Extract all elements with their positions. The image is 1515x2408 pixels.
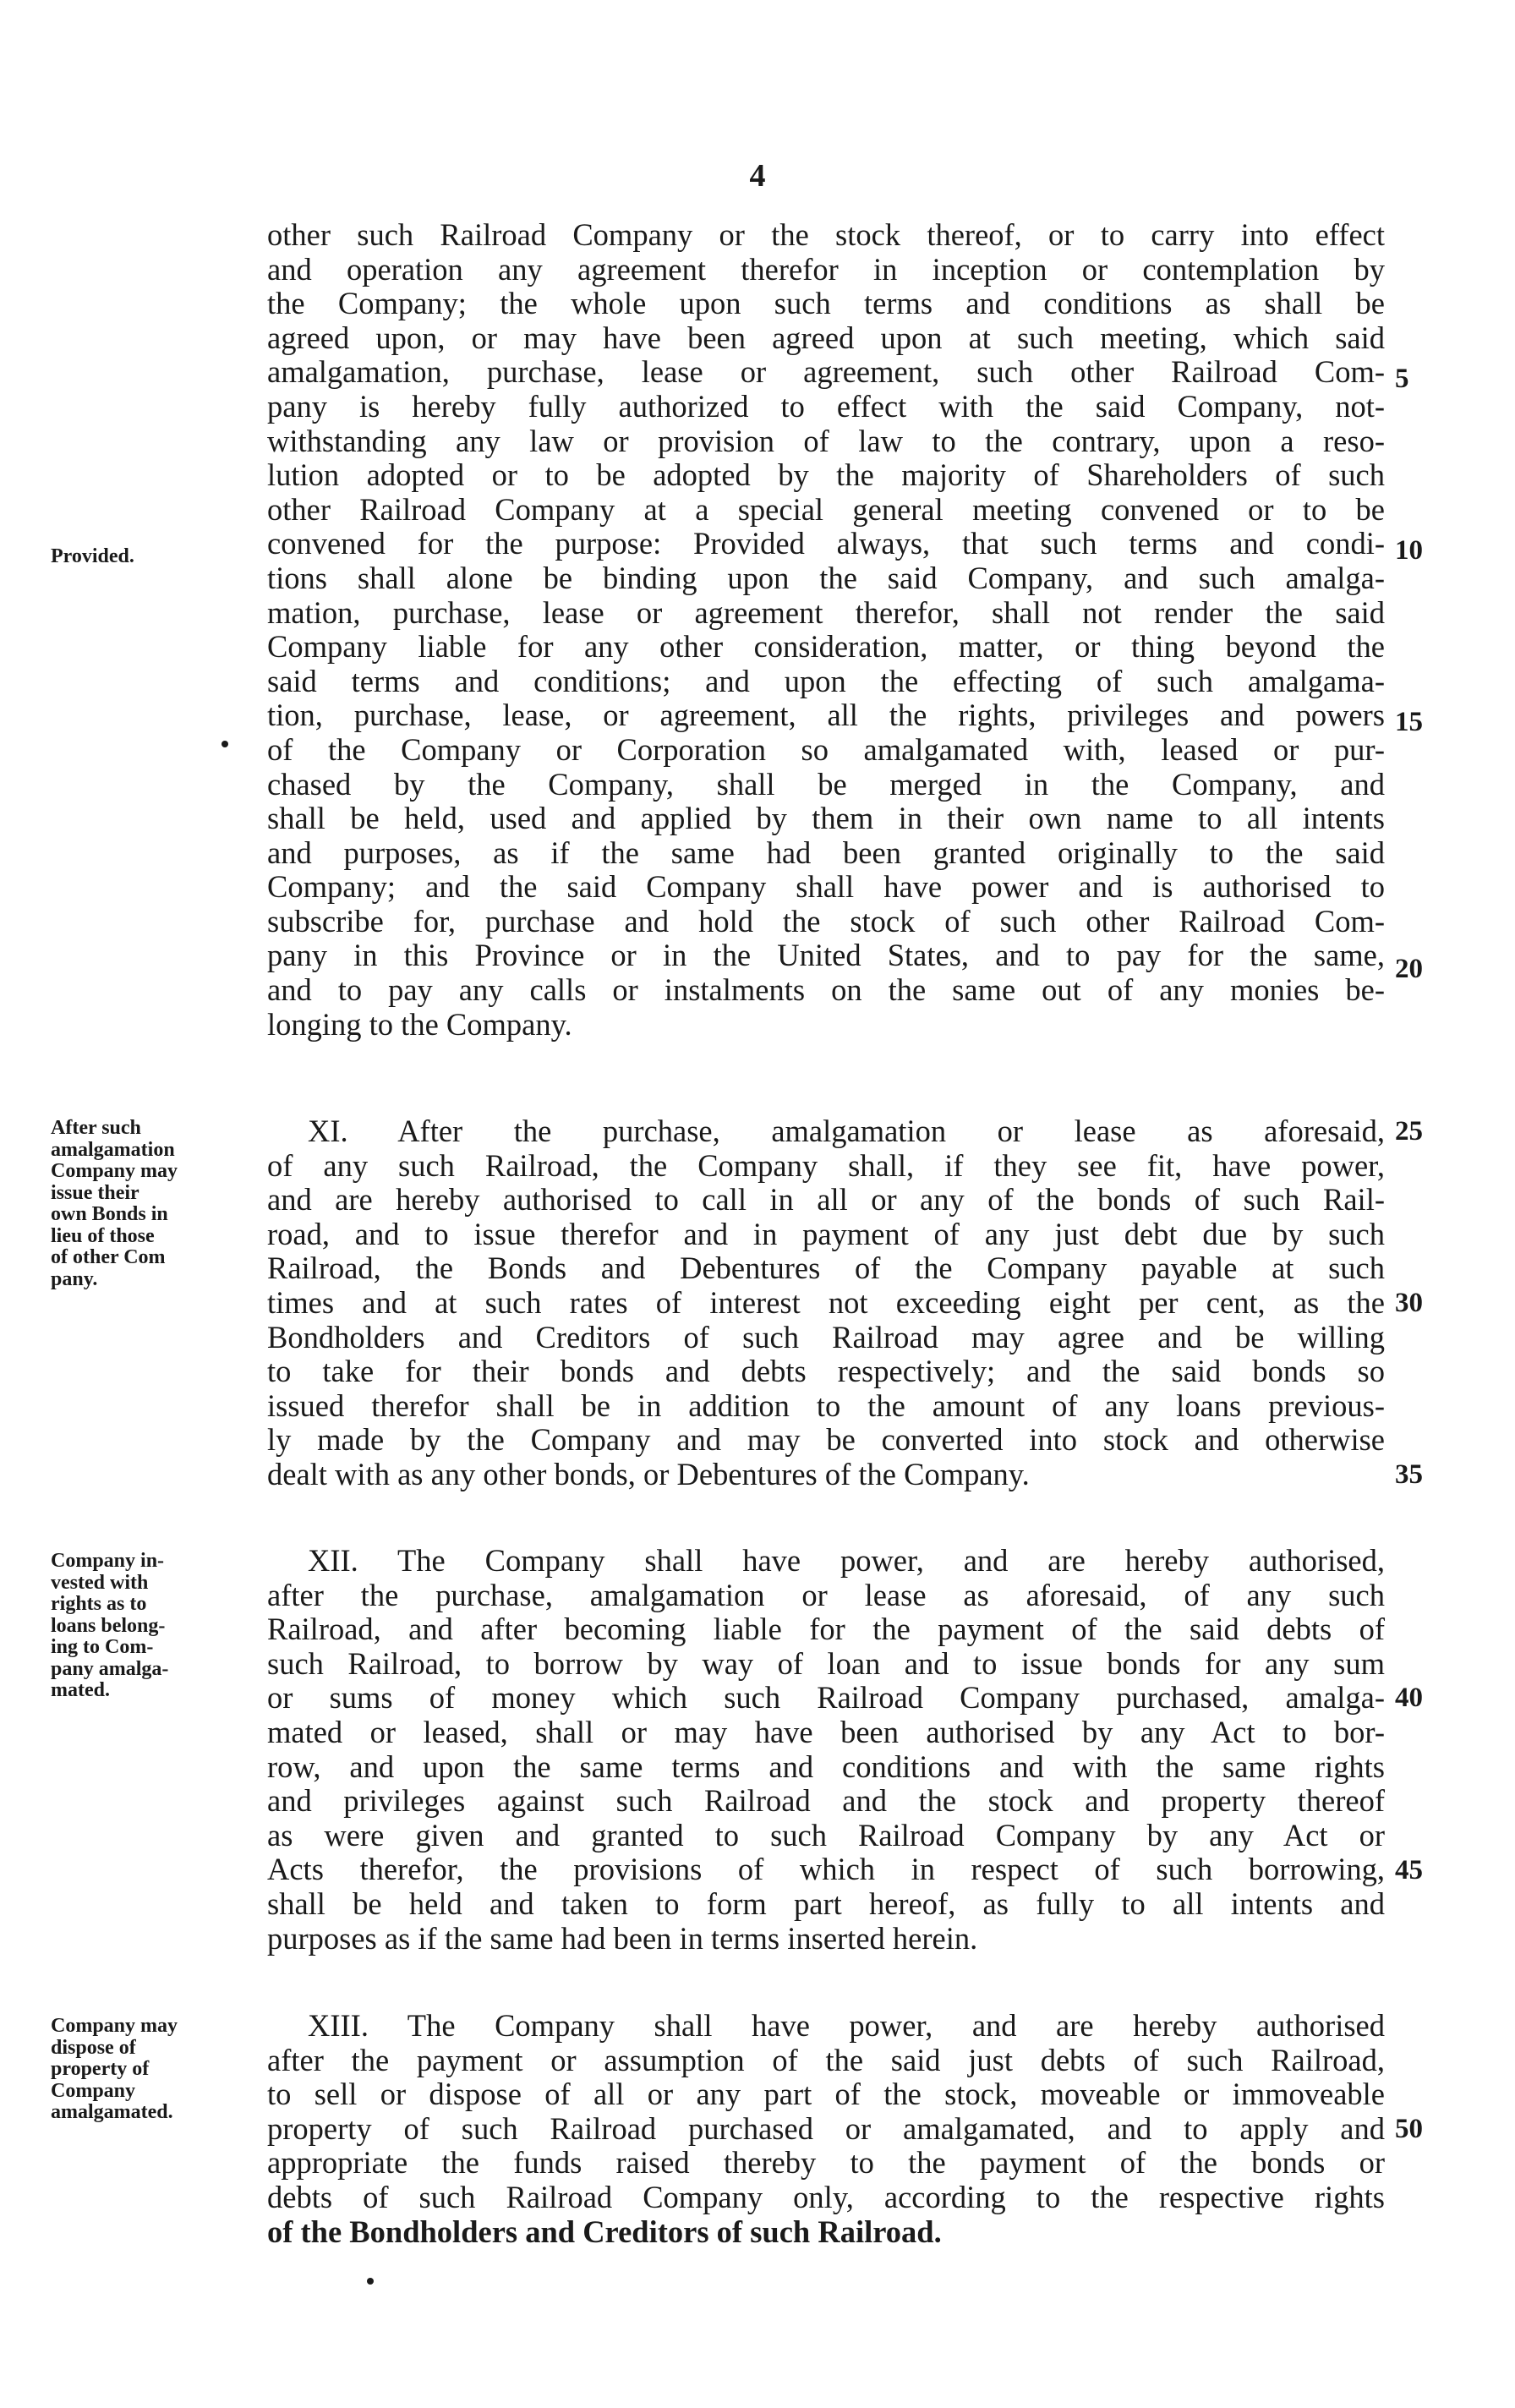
margin-note-line: own Bonds in	[51, 1203, 168, 1225]
margin-note-line: amalgamated.	[51, 2101, 173, 2123]
text-line: amalgamation, purchase, lease or agreement, such other Railroad Com-	[267, 354, 1385, 390]
text-line: tions shall alone be binding upon the said Company, and such amalga-	[267, 560, 1385, 595]
text-line: row, and upon the same terms and conditions and with the same rights	[267, 1749, 1385, 1784]
text-line: of any such Railroad, the Company shall, if they see fit, have power,	[267, 1147, 1385, 1183]
text-line: to take for their bonds and debts respectively; and the said bonds so	[267, 1354, 1385, 1389]
text-line: and purposes, as if the same had been granted originally to the said	[267, 835, 1385, 870]
line-number-5: 5	[1395, 364, 1409, 394]
section-xiii	[267, 2009, 1385, 2249]
line-number-15: 15	[1395, 707, 1423, 737]
text-line: after the payment or assumption of the said just debts of such Railroad,	[267, 2042, 1385, 2077]
margin-note-line: Provided.	[51, 545, 134, 567]
section-xii	[267, 1544, 1385, 1956]
line-number-50: 50	[1395, 2114, 1423, 2144]
text-line: Acts therefor, the provisions of which in respect of such borrowing,	[267, 1852, 1385, 1887]
line-number-45: 45	[1395, 1855, 1423, 1885]
text-line: said terms and conditions; and upon the effecting of such amalgama-	[267, 663, 1385, 698]
text-line: tion, purchase, lease, or agreement, all the rights, privileges and powers	[267, 698, 1385, 733]
text-line: appropriate the funds raised thereby to the payment of the bonds or	[267, 2145, 1385, 2181]
text-line: pany is hereby fully authorized to effect with the said Company, not-	[267, 388, 1385, 424]
margin-note-provided	[51, 546, 258, 568]
text-line: shall be held, used and applied by them in their own name to all intents	[267, 801, 1385, 836]
margin-note-line: loans belong-	[51, 1614, 166, 1637]
text-line: the Company; the whole upon such terms and conditions as shall be	[267, 286, 1385, 321]
text-line: debts of such Railroad Company only, according to the respective rights	[267, 2179, 1385, 2214]
margin-note-line: property of	[51, 2058, 150, 2080]
text-line: Railroad, the Bonds and Debentures of the Company payable at such	[267, 1251, 1385, 1286]
margin-note-line: Company	[51, 2079, 136, 2102]
page-number: 4	[749, 158, 766, 194]
text-line: Railroad, and after becoming liable for the payment of the said debts of	[267, 1612, 1385, 1647]
text-line: after the purchase, amalgamation or lease as aforesaid, of any such	[267, 1577, 1385, 1612]
text-line: shall be held and taken to form part hereof, as fully to all intents and	[267, 1885, 1385, 1921]
text-line: other Railroad Company at a special general meeting convened or to be	[267, 491, 1385, 527]
line-number-30: 30	[1395, 1288, 1423, 1318]
text-line: and operation any agreement therefor in inception or contemplation by	[267, 251, 1385, 287]
margin-note-line: Company may	[51, 1160, 178, 1182]
text-line: other such Railroad Company or the stock thereof, or to carry into effect	[267, 217, 1385, 252]
text-line: agreed upon, or may have been agreed upon at such meeting, which said	[267, 320, 1385, 355]
text-line: XI. After the purchase, amalgamation or lease as aforesaid,	[308, 1114, 1385, 1148]
margin-note-line: ing to Com-	[51, 1636, 154, 1658]
text-line: XIII. The Company shall have power, and are hereby authorised	[308, 2008, 1385, 2043]
text-line: Company; and the said Company shall have power and is authorised to	[267, 869, 1385, 905]
text-line: purposes as if the same had been in terms inserted herein.	[267, 1920, 978, 1956]
margin-note-line: issue their	[51, 1181, 139, 1204]
text-line: mated or leased, shall or may have been authorised by any Act to bor-	[267, 1714, 1385, 1749]
margin-note-company-invested	[51, 1551, 258, 1702]
line-number-35: 35	[1395, 1459, 1423, 1490]
text-line: property of such Railroad purchased or amalgamated, and to apply and	[267, 2110, 1385, 2146]
text-line: convened for the purpose: Provided always, that such terms and condi-	[267, 526, 1385, 561]
margin-note-line: amalgamation	[51, 1138, 175, 1161]
text-line: of the Bondholders and Creditors of such Railroad.	[267, 2214, 942, 2249]
text-line: and are hereby authorised to call in all or any of the bonds of such Rail-	[267, 1182, 1385, 1218]
text-line: as were given and granted to such Railroad Company by any Act or	[267, 1817, 1385, 1853]
paragraph-continuation	[267, 218, 1385, 1042]
margin-note-line: pany.	[51, 1267, 98, 1290]
text-line: ly made by the Company and may be converted into stock and otherwise	[267, 1422, 1385, 1458]
text-line: chased by the Company, shall be merged in the Company, and	[267, 766, 1385, 802]
margin-note-line: dispose of	[51, 2036, 136, 2059]
text-line: and to pay any calls or instalments on the same out of any monies be-	[267, 972, 1385, 1008]
line-number-10: 10	[1395, 535, 1423, 566]
margin-note-line: mated.	[51, 1679, 110, 1701]
printer-mark	[367, 2278, 374, 2285]
margin-note-line: vested with	[51, 1571, 149, 1594]
margin-note-line: pany amalga-	[51, 1657, 169, 1680]
text-line: times and at such rates of interest not exceeding eight per cent, as the	[267, 1284, 1385, 1320]
section-xi	[267, 1114, 1385, 1492]
line-number-40: 40	[1395, 1683, 1423, 1713]
text-line: or sums of money which such Railroad Company purchased, amalga-	[267, 1680, 1385, 1716]
margin-note-line: of other Com	[51, 1246, 166, 1268]
line-number-25: 25	[1395, 1116, 1423, 1147]
text-line: lution adopted or to be adopted by the majority of Shareholders of such	[267, 457, 1385, 493]
text-line: subscribe for, purchase and hold the stock of such other Railroad Com-	[267, 903, 1385, 939]
text-line: such Railroad, to borrow by way of loan and to issue bonds for any sum	[267, 1645, 1385, 1681]
printer-mark	[222, 741, 228, 747]
text-line: XII. The Company shall have power, and are hereby authorised,	[308, 1543, 1385, 1578]
text-line: to sell or dispose of all or any part of the stock, moveable or immoveable	[267, 2077, 1385, 2112]
text-line: of the Company or Corporation so amalgamated with, leased or pur-	[267, 731, 1385, 767]
text-line: and privileges against such Railroad and the stock and property thereof	[267, 1783, 1385, 1819]
margin-note-line: After such	[51, 1117, 141, 1139]
margin-note-line: Company in-	[51, 1550, 165, 1572]
text-line: longing to the Company.	[267, 1006, 572, 1042]
text-line: Bondholders and Creditors of such Railroad may agree and be willing	[267, 1319, 1385, 1354]
text-line: withstanding any law or provision of law to the contrary, upon a reso-	[267, 423, 1385, 458]
margin-note-line: rights as to	[51, 1593, 147, 1615]
text-line: pany in this Province or in the United States, and to pay for the same,	[267, 938, 1385, 973]
margin-note-line: lieu of those	[51, 1224, 155, 1247]
line-number-20: 20	[1395, 954, 1423, 984]
text-line: Company liable for any other consideration, matter, or thing beyond the	[267, 629, 1385, 665]
text-line: issued therefor shall be in addition to the amount of any loans previous-	[267, 1387, 1385, 1423]
margin-note-line: Company may	[51, 2015, 178, 2037]
text-line: road, and to issue therefor and in payment of any just debt due by such	[267, 1216, 1385, 1251]
margin-note-after-such-amalgamation	[51, 1118, 258, 1290]
text-line: mation, purchase, lease or agreement therefor, shall not render the said	[267, 594, 1385, 630]
text-line: dealt with as any other bonds, or Debentures of the Company.	[267, 1456, 1030, 1491]
margin-note-company-may-dispose	[51, 2016, 258, 2124]
